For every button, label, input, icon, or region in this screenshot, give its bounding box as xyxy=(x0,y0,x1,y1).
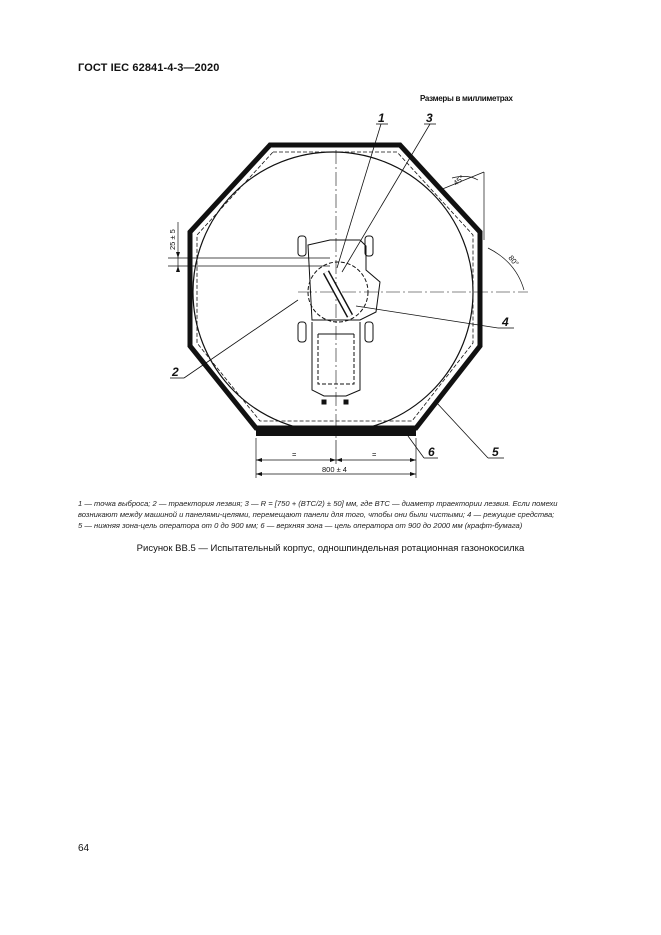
units-note: Размеры в миллиметрах xyxy=(420,94,513,103)
callout-4: 4 xyxy=(502,315,509,329)
legend-line: возникают между машиной и панелями-целями, перемещают панели для того, чтобы они были чистыми; 4 — режущие средства; xyxy=(78,510,555,520)
callout-1: 1 xyxy=(378,111,385,125)
legend-line: 1 — точка выброса; 2 — траектория лезвия; 3 — R = [750 + (BTC/2) ± 50] мм, где BTC — диаметр траектории лезвия. Если помехи xyxy=(78,499,558,508)
angle-right xyxy=(488,248,524,290)
callout-6: 6 xyxy=(428,445,435,459)
width-dimension-label: 800 ± 4 xyxy=(322,465,347,474)
blade xyxy=(326,272,350,316)
callout-5: 5 xyxy=(492,445,499,459)
legend-line: 5 — нижняя зона-цель оператора от 0 до 900 мм; 6 — верхняя зона — цель оператора от 900 до 2000 мм (крафт-бумага) xyxy=(78,521,523,531)
height-dimension-label: 25 ± 5 xyxy=(168,229,177,250)
figure-caption: Рисунок ВВ.5 — Испытательный корпус, одношпиндельная ротационная газонокосилка xyxy=(136,543,525,554)
angle-top-label: 45° xyxy=(451,173,466,188)
document-header: ГОСТ IEC 62841-4-3—2020 xyxy=(78,62,220,74)
figure-legend xyxy=(78,498,618,532)
width-eq-right: = xyxy=(372,450,377,459)
callout-2: 2 xyxy=(172,365,179,379)
page-number: 64 xyxy=(78,843,90,854)
width-eq-left: = xyxy=(292,450,297,459)
callout-3: 3 xyxy=(426,111,433,125)
angle-right-label: 80° xyxy=(506,253,521,268)
